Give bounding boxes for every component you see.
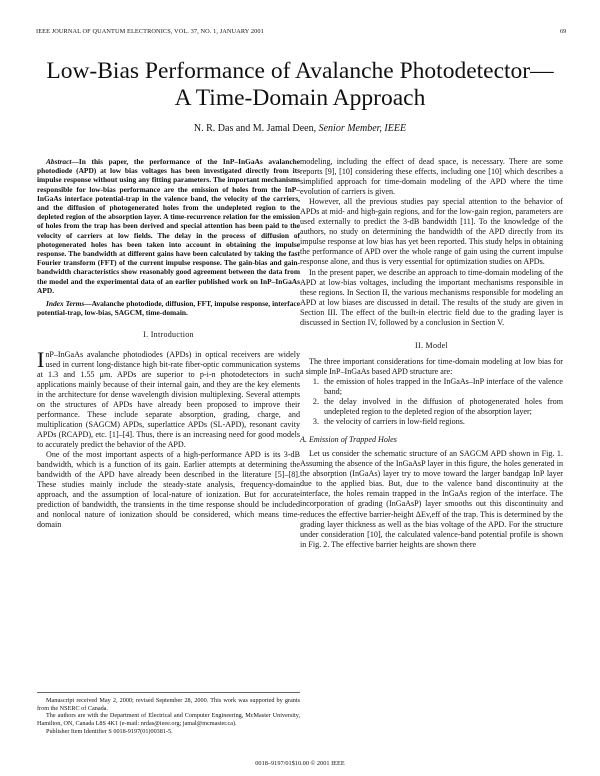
page-number: 69 [560, 28, 567, 35]
author-names: N. R. Das and M. Jamal Deen, [193, 123, 319, 134]
abstract-text: In this paper, the performance of the InP–InGaAs avalanche photodiode (APD) at low bias voltages has been investigated directly from its impulse response without using any fitting parameters. The important mechanisms responsible for low-bias performance are the emission of holes from the InP–InGaAs interface potential-trap in the valence band, the velocity of the carriers, and the diffusion of photogenerated holes from the undepleted region to the depleted region of the absorption layer. A time-recurrence relation for the emission of holes from the trap has been derived and special attention has been paid to the velocity of carriers at low fields. The delay in the process of diffusion of photogenerated holes has been taken into account in obtaining the impulse response. The bandwidth at different gains have been calculated by taking the fast Fourier transform (FFT) of the current impulse response. The gain-bias and gain-bandwidth characteristics show reasonably good agreement between the data from the model and the experimental data of an earlier published work on InP–InGaAs APD. [37, 157, 300, 295]
index-terms [37, 299, 300, 317]
journal-header: IEEE JOURNAL OF QUANTUM ELECTRONICS, VOL. 37, NO. 1, JANUARY 2001 [36, 28, 264, 35]
author-role: Senior Member, IEEE [318, 123, 407, 134]
intro-paragraph-1 [37, 346, 300, 450]
abstract [37, 157, 300, 295]
footnote-manuscript: Manuscript received May 2, 2000; revised September 28, 2000. This work was supported by grants from the NSERC of Canada. [37, 697, 300, 712]
author-line [0, 123, 600, 134]
intro-continuation: modeling, including the effect of dead space, is necessary. There are some reports [9], [10] considering these effects, including one [10] which describes a simplified approach for time-domain modeling of the APD where the time evolution of carriers is given. [300, 157, 563, 197]
footnote-identifier: Publisher Item Identifier S 0018-9197(01)00381-5. [46, 727, 173, 735]
title-line-2: A Time-Domain Approach [174, 85, 426, 111]
index-terms-text: Avalanche photodiode, diffusion, FFT, impulse response, interface potential-trap, low-bias, SAGCM, time-domain. [37, 299, 300, 318]
list-item: 1. the emission of holes trapped in the InGaAs–InP interface of the valence band; [321, 377, 563, 397]
subsection-a-heading: A. Emission of Trapped Holes [300, 435, 397, 445]
left-column [37, 157, 300, 530]
model-paragraph-1: The three important considerations for time-domain modeling at low bias for a simple InP–InGaAs based APD structure are: [300, 356, 563, 376]
footnote [37, 697, 300, 736]
copyright-footer: 0018–9197/01$10.00 © 2001 IEEE [255, 760, 345, 767]
list-item: 2. the delay involved in the diffusion of photogenerated holes from undepleted region to the depleted region of the absorption layer; [321, 397, 563, 417]
right-column [300, 157, 563, 550]
abstract-lead: Abstract— [46, 157, 79, 166]
drop-cap: I [37, 346, 45, 372]
footnote-divider [37, 692, 300, 693]
index-terms-lead: Index Terms— [46, 299, 92, 309]
intro-paragraph-3: However, all the previous studies pay special attention to the behavior of APDs at mid- and high-gain regions, and for the low-gain region, parameters are used externally to predict the 3-dB bandwidth [11]. To the knowledge of the authors, no study on determining the bandwidth of the APD directly from its impulse response at low bias has yet been reported. This study helps in obtaining the performance of APD over the whole range of gain using the current impulse response alone, and thus is very essential for optimization studies on APDs. [300, 197, 563, 267]
paper-title [0, 58, 600, 112]
intro-heading: I. Introduction [143, 330, 194, 340]
title-line-1: Low-Bias Performance of Avalanche Photodetector— [46, 58, 554, 84]
model-heading: II. Model [415, 340, 448, 350]
intro-paragraph-2: One of the most important aspects of a high-performance APD is its 3-dB bandwidth, which is a function of its gain. Earlier attempts at determining the bandwidth of the APD have already been described in the literature [5]–[8]. These studies mainly include the steady-state analysis, frequency-domain approach, and the assumption of local-nature of ionization. But for accurate prediction of bandwidth, the transients in the time response should be included and nonlocal nature of ionization should be considered, which means time-domain [37, 449, 300, 530]
consideration-list [300, 377, 563, 427]
footnote-affiliation: The authors are with the Department of Electrical and Computer Engineering, McMaster University, Hamilton, ON, Canada L8S 4K1 (e-mail: nrdas@ieee.org; jamal@mcmaster.ca). [37, 712, 300, 728]
list-item: 3. the velocity of carriers in low-field regions. [321, 417, 563, 427]
subsection-a-paragraph: Let us consider the schematic structure of an SAGCM APD shown in Fig. 1. Assuming the absence of the InGaAsP layer in this figure, the holes generated in the absorption (InGaAs) layer try to move toward the larger bandgap InP layer due to the applied bias. But, due to the valence band discontinuity at the interface, the holes remain trapped in the InGaAs region of the interface. The incorporation of grading (InGaAsP) layer smooths out this discontinuity and reduces the effective barrier-height ΔEv,eff of the trap. This is determined by the grading layer thickness as well as the bias voltage of the APD. For the structure under consideration [10], the calculated valence-band potential profile is shown in Fig. 2. The effective barrier heights are shown there [300, 449, 563, 549]
intro-paragraph-4: In the present paper, we describe an approach to time-domain modeling of the APD at low-bias voltages, including the important mechanisms responsible in these regions. In Section II, the various mechanisms responsible for modeling an APD at low biases are discussed in detail. The results of the study are given in Section III. The effect of the built-in electric field due to the grading layer is discussed in Section IV, followed by a conclusion in Section V. [300, 267, 563, 327]
intro-p1-text: nP–InGaAs avalanche photodiodes (APDs) in optical receivers are widely used in current long-distance high bit-rate fiber-optic communication systems at 1.3 and 1.55 μm. APDs are superior to p-i-n photodetectors in such applications mainly because of their internal gain, and they are the key elements in the architecture for dense wavelength division multiplexing. Several attempts on the structures of APDs have already been proposed to improve their performance. These include separate absorption, grading, charge, and multiplication (SAGCM) APDs, superlattice APDs (SL-APD), resonant cavity APDs (RCAPD), etc. [1]–[4]. Thus, there is an increasing need for good models to accurately predict the behavior of the APD. [37, 349, 300, 449]
